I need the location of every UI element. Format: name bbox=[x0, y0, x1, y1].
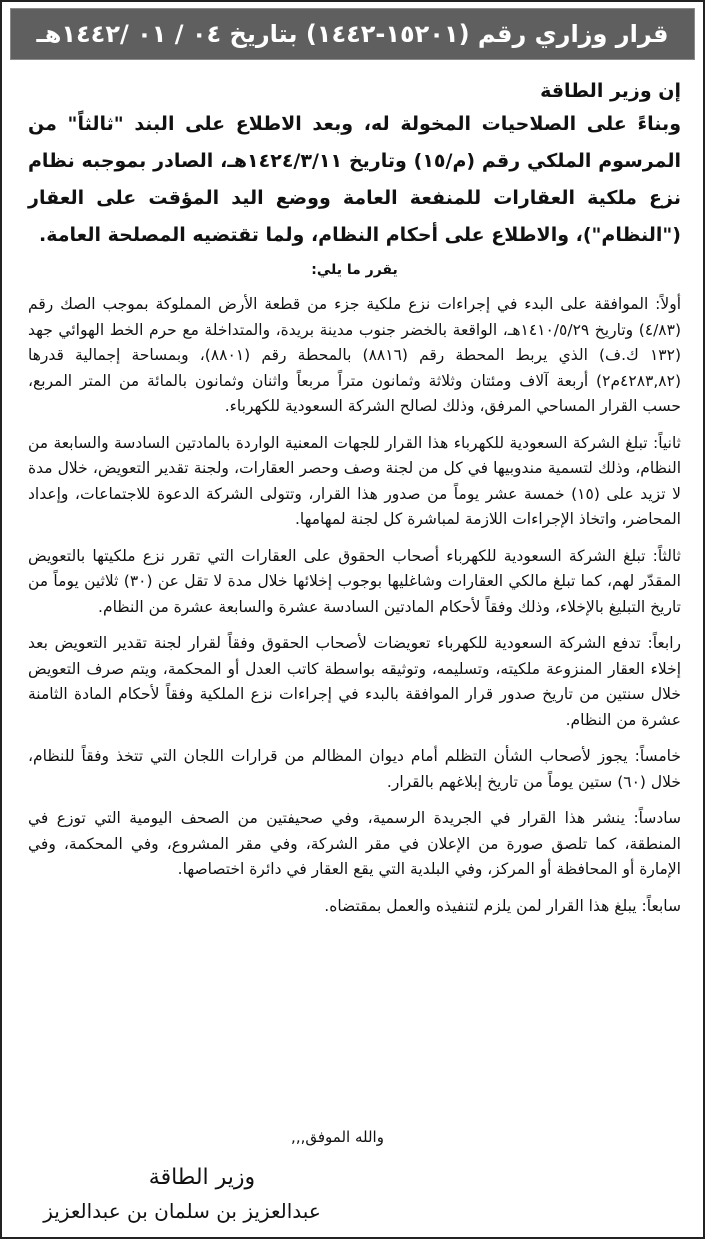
clause-label: خامساً: bbox=[634, 747, 681, 765]
signature-block bbox=[22, 1162, 342, 1228]
clause-second bbox=[28, 431, 681, 533]
clause-sixth bbox=[28, 806, 681, 883]
clause-label: سادساً: bbox=[633, 809, 681, 827]
clause-text: تدفع الشركة السعودية للكهرباء تعويضات لأصحاب الحقوق وفقاً لقرار لجنة تقدير التعويض بعد إخلاء العقار المنزوعة ملكيته، وتسليمه، وتوثيقه بواسطة كاتب العدل أو المحكمة، ويتم صرف التعويض خلال سنتين من تاريخ صدور قرار الموافقة بالبدء في إجراءات نزع الملكية وفقاً لأحكام المادة الثامنة عشرة من النظام. bbox=[28, 634, 681, 729]
clause-fourth bbox=[28, 631, 681, 733]
clause-first bbox=[28, 292, 681, 420]
clause-text: الموافقة على البدء في إجراءات نزع ملكية جزء من قطعة الأرض المملوكة بموجب الصك رقم (٤/٨٣) وتاريخ ١٤١٠/٥/٢٩هـ، الواقعة بالخضر جنوب مدينة بريدة، والمتداخلة مع حرم الخط الهوائي جهد (١٣٢ ك.ف) الذي يربط المحطة رقم (٨٨١٦) بالمحطة رقم (٨٨٠١)، وبمساحة إجمالية قدرها (٤٢٨٣,٨٢م٢) أربعة آلاف ومئتان وثلاثة وثمانون متراً مربعاً واثنان وثمانون بالمائة من المتر المربع، حسب القرار المساحي المرفق، وذلك لصالح الشركة السعودية للكهرباء. bbox=[28, 295, 682, 415]
clause-text: يبلغ هذا القرار لمن يلزم لتنفيذه والعمل بمقتضاه. bbox=[324, 896, 637, 915]
clause-label: رابعاً: bbox=[647, 634, 681, 652]
clause-text: تبلغ الشركة السعودية للكهرباء هذا القرار للجهات المعنية الواردة بالمادتين السادسة والسابعة من النظام، وذلك لتسمية مندوبيها في كل من لجنة وصف وحصر العقارات، ولجنة تقدير التعويض، خلال مدة لا تزيد على (١٥) خمسة عشر يوماً من صدور هذا القرار، وتتولى الشركة الدعوة للاجتماعات، وإعداد المحاضر، واتخاذ الإجراءات اللازمة لمباشرة كل لجنة لمهامها. bbox=[28, 433, 681, 528]
intro-body: وبناءً على الصلاحيات المخولة له، وبعد الاطلاع على البند "ثالثاً" من المرسوم الملكي رقم (م/١٥) وتاريخ ١٤٢٤/٣/١١هـ، الصادر بموجبه نظام نزع ملكية العقارات للمنفعة العامة ووضع اليد المؤقت على العقار ("النظام")، والاطلاع على أحكام النظام، ولما تقتضيه المصلحة العامة. bbox=[28, 113, 681, 246]
decree-content bbox=[28, 76, 681, 930]
decree-title: قرار وزاري رقم (١٥٢٠١-١٤٤٢) بتاريخ ٠٤ / ٠١ /١٤٤٢هـ bbox=[36, 20, 669, 48]
clause-label: ثالثاً: bbox=[652, 546, 681, 565]
clause-fifth bbox=[28, 744, 681, 795]
clause-seventh bbox=[28, 894, 681, 920]
intro-heading: إن وزير الطاقة bbox=[540, 80, 681, 102]
signatory-title: وزير الطاقة bbox=[148, 1165, 256, 1190]
clause-text: تبلغ الشركة السعودية للكهرباء أصحاب الحقوق على العقارات التي تقرر نزع ملكيتها بالتعويض المقدّر لهم، كما تبلغ مالكي العقارات وشاغليها بوجوب إخلائها خلال مدة لا تقل عن (٣٠) ثلاثين يوماً من تاريخ التبليغ بالإخلاء، وذلك وفقاً لأحكام المادتين السادسة عشرة والسابعة عشرة من النظام. bbox=[28, 546, 681, 616]
clause-third bbox=[28, 544, 681, 621]
clause-text: ينشر هذا القرار في الجريدة الرسمية، وفي صحيفتين من الصحف اليومية التي توزع في المنطقة، كما تلصق صورة من الإعلان في مقر الشركة، وفي مقر المشروع، وفي المحكمة، وفي الإمارة أو المحافظة أو المركز، وفي البلدية التي يقع العقار في دائرة اختصاصها. bbox=[28, 809, 681, 878]
signatory-name: عبدالعزيز بن سلمان بن عبدالعزيز bbox=[43, 1199, 321, 1223]
decides-label: يقرر ما يلي: bbox=[311, 262, 398, 278]
closing-phrase: والله الموفق,,, bbox=[291, 1128, 384, 1146]
clause-label: أولاً: bbox=[655, 295, 681, 313]
clause-label: سابعاً: bbox=[641, 896, 681, 915]
title-bar bbox=[10, 8, 695, 60]
clause-label: ثانياً: bbox=[653, 433, 681, 452]
clause-text: يجوز لأصحاب الشأن التظلم أمام ديوان المظالم من قرارات اللجان التي تتخذ وفقاً للنظام، خلال (٦٠) ستين يوماً من تاريخ إبلاغهم بالقرار. bbox=[28, 747, 681, 791]
